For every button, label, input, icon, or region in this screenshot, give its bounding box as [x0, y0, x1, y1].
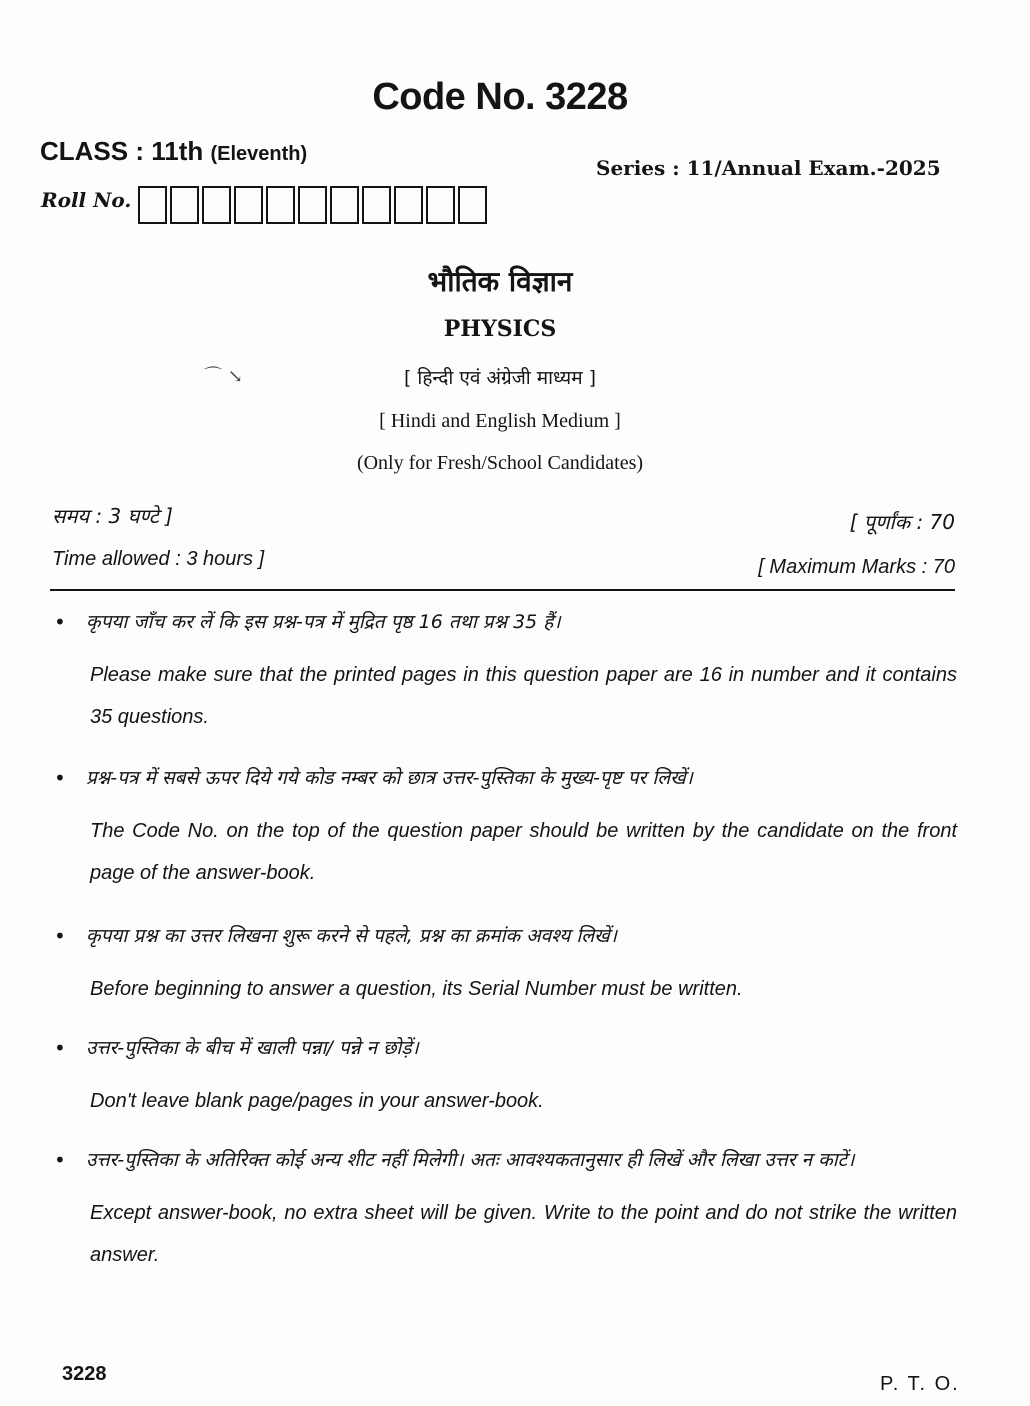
footer-pto: P. T. O. — [880, 1373, 960, 1395]
roll-box[interactable] — [330, 186, 359, 224]
instruction-hindi-text: प्रश्न-पत्र में सबसे ऊपर दिये गये कोड नम्बर को छात्र उत्तर-पुस्तिका के मुख्य-पृष्ट पर लिखें। — [86, 767, 693, 789]
code-number-title: Code No. 3228 — [372, 76, 628, 118]
medium-english: [ Hindi and English Medium ] — [379, 410, 621, 432]
roll-box[interactable] — [170, 186, 199, 224]
instruction-hindi-text: कृपया जाँच कर लें कि इस प्रश्न-पत्र में मुद्रित पृष्ठ 16 तथा प्रश्न 35 हैं। — [86, 611, 561, 633]
instruction-hindi-text: कृपया प्रश्न का उत्तर लिखना शुरू करने से पहले, प्रश्न का क्रमांक अवश्य लिखें। — [86, 925, 617, 947]
bullet-icon: • — [54, 766, 66, 790]
time-allowed-hindi: समय : 3 घण्टे ] — [52, 504, 173, 528]
bullet-icon: • — [54, 610, 66, 634]
class-value: CLASS : 11th — [40, 136, 204, 166]
instruction-item — [52, 604, 957, 738]
candidates-note: (Only for Fresh/School Candidates) — [356, 452, 644, 474]
instruction-item — [52, 760, 957, 894]
instruction-hindi — [52, 604, 957, 640]
medium-hindi: [ हिन्दी एवं अंग्रेजी माध्यम ] — [403, 367, 597, 389]
roll-box[interactable] — [266, 186, 295, 224]
max-marks-hindi: [ पूर्णांक : 70 — [849, 510, 955, 534]
instruction-hindi — [52, 1030, 957, 1066]
subject-title-english: PHYSICS — [443, 316, 557, 342]
roll-number-label: Roll No. — [41, 188, 132, 212]
series-label: Series : 11/Annual Exam.-2025 — [596, 156, 941, 180]
roll-box[interactable] — [458, 186, 487, 224]
roll-number-boxes — [138, 186, 490, 224]
instruction-item — [52, 1142, 957, 1276]
divider-line — [50, 589, 955, 591]
instruction-english: Don't leave blank page/pages in your answer-book. — [90, 1090, 544, 1112]
roll-box[interactable] — [394, 186, 423, 224]
instruction-hindi — [52, 918, 957, 954]
roll-box[interactable] — [362, 186, 391, 224]
instruction-hindi-text: उत्तर-पुस्तिका के बीच में खाली पन्ना/ पन्ने न छोड़ें। — [86, 1037, 419, 1059]
class-label — [40, 136, 307, 167]
roll-box[interactable] — [234, 186, 263, 224]
footer-code-number: 3228 — [62, 1363, 107, 1385]
instruction-hindi-text: उत्तर-पुस्तिका के अतिरिक्त कोई अन्य शीट नहीं मिलेगी। अतः आवश्यकतानुसार ही लिखें और लिखा उत्तर न काटें। — [86, 1149, 855, 1171]
roll-box[interactable] — [426, 186, 455, 224]
stray-pen-mark: ⌒ ↘ — [204, 366, 243, 387]
bullet-icon: • — [54, 1148, 66, 1172]
instruction-english: The Code No. on the top of the question paper should be written by the candidate on the front page of the answer-book. — [90, 820, 957, 884]
roll-box[interactable] — [138, 186, 167, 224]
instruction-item — [52, 1030, 957, 1122]
roll-box[interactable] — [202, 186, 231, 224]
instruction-item — [52, 918, 957, 1010]
class-sub-label: (Eleventh) — [210, 143, 308, 165]
time-allowed-english: Time allowed : 3 hours ] — [52, 548, 265, 570]
instruction-hindi — [52, 760, 957, 796]
instruction-english: Except answer-book, no extra sheet will be given. Write to the point and do not strike the written answer. — [90, 1202, 957, 1266]
bullet-icon: • — [54, 924, 66, 948]
max-marks-english: [ Maximum Marks : 70 — [758, 556, 955, 578]
instruction-hindi — [52, 1142, 957, 1178]
instruction-english: Before beginning to answer a question, its Serial Number must be written. — [90, 978, 743, 1000]
instruction-english: Please make sure that the printed pages in this question paper are 16 in number and it contains 35 questions. — [90, 664, 957, 728]
subject-title-hindi: भौतिक विज्ञान — [427, 265, 573, 298]
roll-box[interactable] — [298, 186, 327, 224]
bullet-icon: • — [54, 1036, 66, 1060]
